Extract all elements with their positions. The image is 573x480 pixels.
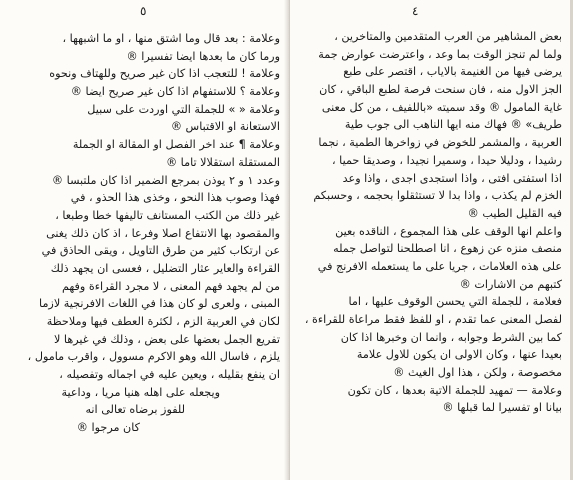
text-line: وعلامة ؟ للاستفهام اذا كان غير صريح ايضا ® (70, 85, 280, 99)
text-line: على هذه العلامات ، جريا على ما يستعمله الافرنج في (317, 259, 562, 273)
text-line: وعلامة ¶ عند اخر الفصل او المقالة او الجملة (72, 138, 280, 152)
right-page (290, 0, 573, 480)
text-line: وعدد ١ و ٢ يوذن بمرجع الضمير اذا كان ملتبسا ® (51, 173, 280, 187)
text-line: ولما لم تنجز الوقت بما وعد ، واعترضت عوارض جمة (318, 47, 562, 61)
text-line: القراءة والعاير عثار التضليل ، فعسى ان يجهد ذلك (50, 261, 280, 275)
text-line: وعلامة — تمهيد للجملة الاتية بعدها ، كان تكون (347, 383, 562, 397)
text-line: رشيدا ، ودليلا حيدا ، وسميرا نجيدا ، وصديقا حميا ، (332, 153, 562, 167)
page-number-left: ٥ (140, 4, 147, 18)
text-line: الاستعانة او الاقتباس ® (170, 120, 280, 134)
right-page-text (304, 28, 562, 417)
text-line: بعيدا عنها ، وكان الاولى ان يكون للاول علامة (356, 348, 562, 362)
text-line: للفوز برضاه تعالى انه (85, 403, 185, 417)
text-line: كتبهم من الاشارات ® (459, 277, 562, 291)
text-line: مخصوصة ، ولكن ، هذا اول الغيث ® (393, 366, 562, 380)
text-line: والمقصود بها الانتفاع اصلا وفرعا ، اذ كان ذلك يغنى (46, 226, 280, 240)
text-line: اذا استفتى افتى ، واذا استجدى اجدى ، واذا وعد (342, 171, 562, 185)
text-line: وعلامة « » للجملة التي اوردت على سبيل (87, 102, 280, 116)
text-line: منصف منزه عن زهوع ، انا اصطلحنا لتواصل جمله (333, 242, 562, 256)
text-line: ورما كان ما بعدها ايضا تفسيرا ® (126, 49, 280, 63)
text-line: لكان في العربية الزم ، لكثرة العطف فيها وملاحظة (46, 315, 280, 328)
text-line: ان ينفع بقليله ، ويعين عليه في اجماله وتفصيله ، (59, 368, 280, 382)
left-page-text (18, 30, 280, 437)
text-line: المستقلة استقلالا تاما ® (165, 155, 280, 169)
text-line: فعلامة ، للجملة التي يحسن الوقوف عليها ، اما (348, 295, 562, 309)
text-line: يلزم ، فاسال الله وهو الاكرم مسوول ، واقرب مامول ، (27, 350, 280, 364)
text-line: تفريع الجمل بعضها على بعض ، وذلك في غيرها لا (54, 332, 280, 346)
text-line: كما بين الشرط وجوابه ، وانما ان وخبرها اذا كان (340, 330, 562, 344)
text-line: بعض المشاهير من العرب المتقدمين والمتاخرين ، (334, 30, 562, 43)
text-line: يرضى فيها من الغنيمة بالاياب ، اقتصر على طبع (343, 65, 562, 79)
text-line: بيانا او تفسيرا لما قبلها ® (442, 401, 562, 415)
text-line: المبنى ، ولعرى لو كان هذا في اللغات الافرنجية لازما (39, 297, 280, 311)
text-line: واعلم انها الوقف على هذا المجموع ، الناقده بعين (335, 224, 562, 238)
text-line: كان مرجوا ® (76, 421, 140, 435)
text-line: الجز الاول منه ، فان سنحت فرصة لطبع الباقي ، كان (319, 83, 562, 97)
text-line: الخزم لم يكذب ، واذا بدا لا تستثقلوا بحجمه ، وحسبكم (313, 189, 562, 203)
text-line: غير ذلك من الكتب المستانف تاليفها خطا وطبعا ، (55, 208, 280, 222)
text-line: من لم يجهد فهم المعنى ، لا مجرد القراءة وفهم (61, 279, 280, 293)
text-line: فهذا وصوب هذا النحو ، وخذى هذا الحذو ، في (70, 191, 280, 205)
text-line: العربية ، والمشمر للخوض في زواخرها الطمية ، نجما (318, 136, 562, 150)
text-line: ويجعله على اهله هنيا مريا ، وداعية (61, 385, 220, 399)
text-line: غاية المامول ® وقد سميته «باللفيف ، من كل معنى (321, 100, 562, 114)
text-line: وعلامة ! للتعجب اذا كان غير صريح وللهتاف ونحوه (49, 67, 280, 81)
page-number-right: ٤ (412, 4, 419, 18)
text-line: وعلامة : بعد قال وما اشتق منها ، او ما اشبهها ، (62, 32, 280, 45)
text-line: طريف» ® فهاك منه ايها الناهب الى جوب طية (344, 118, 562, 132)
text-line: لفصل المعنى عما تقدم ، او للفظ فقط مراعاة للقراءة ، (304, 313, 562, 326)
text-line: فيه القليل الطيب ® (467, 206, 562, 220)
text-line: عن ارتكاب كثير من طرق التاويل ، ويقى الحاذق في (41, 244, 280, 258)
